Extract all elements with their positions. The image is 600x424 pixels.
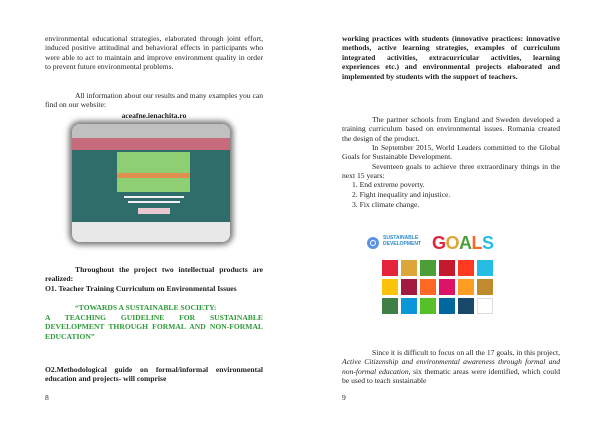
sdg-goal-tile — [382, 260, 398, 276]
site-logos — [138, 208, 170, 214]
sdg-goal-tile — [420, 279, 436, 295]
output-o2: O2.Methodological guide on formal/informal environmental education and projects- will comprise — [45, 365, 263, 384]
site-footer — [72, 222, 230, 242]
website-url[interactable]: aceafne.ienachita.ro — [121, 111, 187, 120]
website-intro: All information about our results and many examples you can find on our website: — [45, 91, 263, 110]
sdg-goal-tile — [401, 298, 417, 314]
sdg-goal-tile — [420, 298, 436, 314]
goals-letter: L — [471, 233, 483, 253]
seventeen-goals-paragraph: Seventeen goals to achieve three extraordinary things in the next 15 years: — [342, 162, 560, 181]
site-text-line — [128, 201, 180, 203]
sdg-goal-tile — [458, 298, 474, 314]
sdg-goal-tile — [439, 260, 455, 276]
website-screenshot — [72, 124, 230, 242]
site-text-line — [124, 196, 184, 198]
intro-paragraph: environmental educational strategies, elaborated through joint effort, induced positive attitudinal and behavioral effects in participants who were able to act to maintain and improve environment quality in order to prevent future environmental problems. — [45, 34, 263, 72]
sdg-tile-grid — [382, 260, 493, 314]
closing-paragraph — [342, 348, 560, 386]
sdg-goal-tile — [382, 298, 398, 314]
sdg-subtitle-line-1: SUSTAINABLE — [383, 235, 419, 241]
working-practices-intro: working practices with students (innovative practices: innovative methods, active learning strategies, examples of curriculum integrated activities, extracurricular activities, learning experiences etc.) and environmental projects elaborated and implemented by students with the support of teachers. — [342, 34, 560, 81]
sdg-goal-tile — [477, 260, 493, 276]
page-number-right: 9 — [342, 393, 346, 402]
sdg-goal-tile — [477, 279, 493, 295]
goals-letter: O — [445, 233, 460, 253]
sdg-goal-tile — [439, 298, 455, 314]
un-emblem-icon — [367, 237, 379, 249]
green-title-1: “TOWARDS A SUSTAINABLE SOCIETY: — [75, 303, 217, 312]
site-banner-strip — [117, 173, 190, 178]
closing-text-end: six thematic areas were identified, which could be used to teach sustainable — [342, 366, 560, 386]
goals-wordmark — [432, 233, 494, 253]
sdg-goal-tile — [439, 279, 455, 295]
site-header — [72, 138, 230, 150]
browser-bar — [72, 124, 230, 138]
goals-list-item: 2. Fight inequality and injustice. — [352, 190, 451, 199]
sdg-subtitle-line-2: DEVELOPMENT — [383, 240, 422, 247]
sdg-subtitle — [383, 236, 421, 247]
goals-list-item: 1. End extreme poverty. — [352, 180, 425, 189]
sdg-goal-tile — [420, 260, 436, 276]
right-page — [300, 0, 600, 424]
site-banner — [117, 152, 190, 192]
sdg-goal-tile — [401, 260, 417, 276]
output-o1: O1. Teacher Training Curriculum on Environmental Issues — [45, 284, 237, 293]
sdg-graphic — [362, 232, 512, 344]
closing-text-start: Since it is difficult to focus on all the 17 goals, in this project, — [372, 348, 560, 357]
sdg-goal-tile — [382, 279, 398, 295]
partner-schools-paragraph: The partner schools from England and Sweden developed a training curriculum based on environmental issues. Romania created the design of the product. — [342, 115, 560, 143]
goals-letter: S — [482, 233, 494, 253]
page-number-left: 8 — [45, 393, 49, 402]
products-intro: Throughout the project two intellectual products are realized: — [45, 265, 263, 284]
sdg-goal-tile — [477, 298, 493, 314]
goals-letter: G — [432, 233, 446, 253]
sdg-goal-tile — [401, 279, 417, 295]
goals-list-item: 3. Fix climate change. — [352, 200, 420, 209]
project-title-italic: Active Citizenship and environmental awareness through formal and non-formal education, — [342, 357, 560, 376]
global-goals-paragraph: In September 2015, World Leaders committed to the Global Goals for Sustainable Development. — [342, 143, 560, 162]
sdg-goal-tile — [458, 279, 474, 295]
goals-letter: A — [459, 233, 472, 253]
sdg-goal-tile — [458, 260, 474, 276]
green-title-2: A TEACHING GUIDELINE FOR SUSTAINABLE DEVELOPMENT THROUGH FORMAL AND NON-FORMAL EDUCATION” — [45, 313, 263, 341]
